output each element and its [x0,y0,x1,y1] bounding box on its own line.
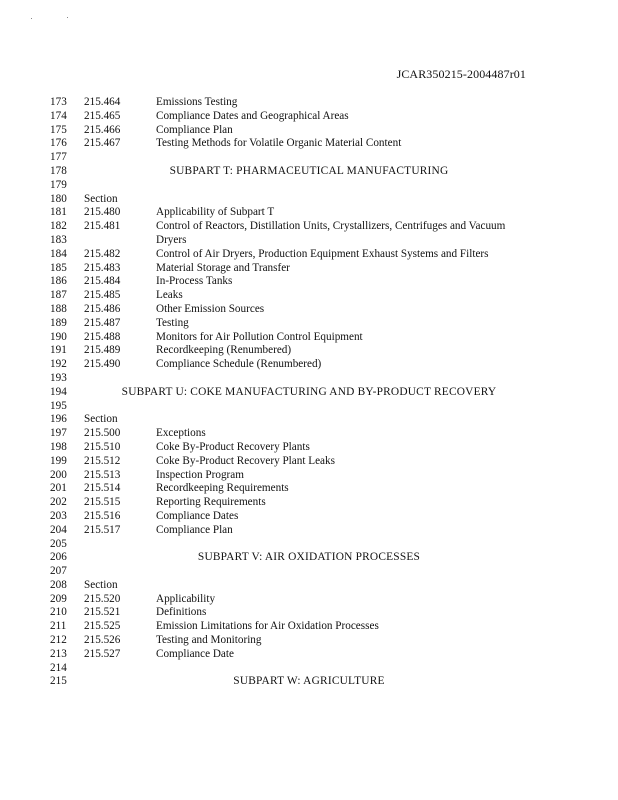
toc-line [0,538,618,552]
section-title: Monitors for Air Pollution Control Equipment [156,330,363,343]
subpart-heading: SUBPART T: PHARMACEUTICAL MANUFACTURING [169,164,449,177]
section-column-label: Section [84,578,118,591]
line-number: 187 [50,289,67,302]
section-number: 215.527 [84,647,121,660]
line-number: 192 [50,358,67,371]
section-title: Material Storage and Transfer [156,261,290,274]
line-number: 215 [50,675,67,688]
line-number: 184 [50,247,67,260]
subpart-heading-line [0,551,618,565]
section-number: 215.482 [84,247,121,260]
line-number: 207 [50,565,67,578]
section-title: Inspection Program [156,468,244,481]
line-number: 211 [50,620,67,633]
line-number: 198 [50,440,67,453]
toc-line [0,317,618,331]
toc-line [0,372,618,386]
section-number: 215.489 [84,344,121,357]
toc-line [0,648,618,662]
section-title: Applicability [156,592,216,605]
section-number: 215.481 [84,220,121,233]
toc-line [0,331,618,345]
line-number: 180 [50,192,67,205]
toc-line [0,344,618,358]
section-number: 215.521 [84,606,121,619]
section-title: Coke By-Product Recovery Plant Leaks [156,454,335,467]
subpart-heading-line [0,386,618,400]
section-title: Testing and Monitoring [156,634,262,647]
section-title: Applicability of Subpart T [156,206,275,219]
section-title: Compliance Plan [156,123,233,136]
line-number: 205 [50,537,67,550]
toc-line [0,275,618,289]
section-number: 215.513 [84,468,121,481]
section-title: Control of Reactors, Distillation Units, Crystallizers, Centrifuges and Vacuum [156,220,506,233]
subpart-heading-line [0,675,618,689]
section-title: Emission Limitations for Air Oxidation Processes [156,620,379,633]
section-number: 215.514 [84,482,121,495]
toc-line [0,234,618,248]
toc-line [0,289,618,303]
line-number: 214 [50,661,67,674]
toc-line [0,662,618,676]
line-number: 209 [50,592,67,605]
toc-line [0,358,618,372]
section-number: 215.510 [84,440,121,453]
toc-line [0,248,618,262]
section-title: Compliance Dates [156,509,239,522]
section-number: 215.516 [84,509,121,522]
table-of-contents [0,96,618,689]
toc-line [0,110,618,124]
line-number: 181 [50,206,67,219]
line-number: 213 [50,647,67,660]
section-number: 215.485 [84,289,121,302]
document-id: JCAR350215-2004487r01 [396,67,526,81]
section-number: 215.487 [84,316,121,329]
toc-line [0,455,618,469]
toc-line [0,441,618,455]
subpart-heading-line [0,165,618,179]
section-title: Definitions [156,606,207,619]
section-number: 215.465 [84,109,121,122]
section-number: 215.526 [84,634,121,647]
section-number: 215.500 [84,427,121,440]
line-number: 176 [50,137,67,150]
section-title: Testing [156,316,189,329]
section-title: Compliance Plan [156,523,233,536]
toc-line [0,151,618,165]
section-title: Recordkeeping (Renumbered) [156,344,292,357]
toc-line [0,96,618,110]
toc-line [0,137,618,151]
section-number: 215.467 [84,137,121,150]
line-number: 190 [50,330,67,343]
toc-line [0,496,618,510]
subpart-heading: SUBPART W: AGRICULTURE [233,675,385,688]
line-number: 189 [50,316,67,329]
scan-speck [31,18,32,19]
section-title: Coke By-Product Recovery Plants [156,440,310,453]
line-number: 212 [50,634,67,647]
line-number: 194 [50,385,67,398]
section-title: Leaks [156,289,183,302]
line-number: 175 [50,123,67,136]
section-title: Other Emission Sources [156,302,265,315]
line-number: 204 [50,523,67,536]
section-title: Compliance Date [156,647,234,660]
section-title: Dryers [156,233,187,246]
line-number: 174 [50,109,67,122]
line-number: 202 [50,496,67,509]
toc-line [0,565,618,579]
toc-line [0,427,618,441]
line-number: 177 [50,151,67,164]
subpart-heading: SUBPART U: COKE MANUFACTURING AND BY-PRODUCT RECOVERY [121,385,497,398]
line-number: 185 [50,261,67,274]
toc-line [0,579,618,593]
toc-line [0,193,618,207]
toc-line [0,179,618,193]
section-title: Emissions Testing [156,96,238,108]
section-number: 215.466 [84,123,121,136]
line-number: 191 [50,344,67,357]
section-title: In-Process Tanks [156,275,233,288]
section-column-label: Section [84,413,118,426]
line-number: 201 [50,482,67,495]
toc-line [0,510,618,524]
toc-line [0,400,618,414]
line-number: 197 [50,427,67,440]
section-number: 215.490 [84,358,121,371]
line-number: 188 [50,302,67,315]
toc-line [0,413,618,427]
section-number: 215.517 [84,523,121,536]
section-title: Compliance Schedule (Renumbered) [156,358,322,371]
toc-line [0,634,618,648]
line-number: 199 [50,454,67,467]
section-number: 215.484 [84,275,121,288]
line-number: 195 [50,399,67,412]
section-number: 215.520 [84,592,121,605]
line-number: 186 [50,275,67,288]
toc-line [0,206,618,220]
toc-line [0,469,618,483]
line-number: 179 [50,178,67,191]
toc-line [0,303,618,317]
toc-line [0,620,618,634]
section-number: 215.480 [84,206,121,219]
line-number: 183 [50,233,67,246]
section-number: 215.483 [84,261,121,274]
line-number: 203 [50,509,67,522]
line-number: 208 [50,578,67,591]
toc-line [0,220,618,234]
toc-line [0,124,618,138]
line-number: 196 [50,413,67,426]
section-title: Compliance Dates and Geographical Areas [156,109,349,122]
line-number: 200 [50,468,67,481]
section-number: 215.515 [84,496,121,509]
section-number: 215.512 [84,454,121,467]
section-number: 215.525 [84,620,121,633]
section-number: 215.488 [84,330,121,343]
section-title: Testing Methods for Volatile Organic Material Content [156,137,402,150]
line-number: 193 [50,371,67,384]
toc-line [0,262,618,276]
section-title: Reporting Requirements [156,496,266,509]
section-title: Control of Air Dryers, Production Equipment Exhaust Systems and Filters [156,247,489,260]
toc-line [0,482,618,496]
line-number: 178 [50,164,67,177]
section-title: Exceptions [156,427,206,440]
subpart-heading: SUBPART V: AIR OXIDATION PROCESSES [197,551,421,564]
line-number: 206 [50,551,67,564]
line-number: 182 [50,220,67,233]
section-title: Recordkeeping Requirements [156,482,289,495]
section-number: 215.464 [84,96,121,108]
section-number: 215.486 [84,302,121,315]
toc-line [0,524,618,538]
line-number: 173 [50,96,67,108]
scan-speck [67,17,68,18]
toc-line [0,606,618,620]
toc-line [0,593,618,607]
line-number: 210 [50,606,67,619]
section-column-label: Section [84,192,118,205]
